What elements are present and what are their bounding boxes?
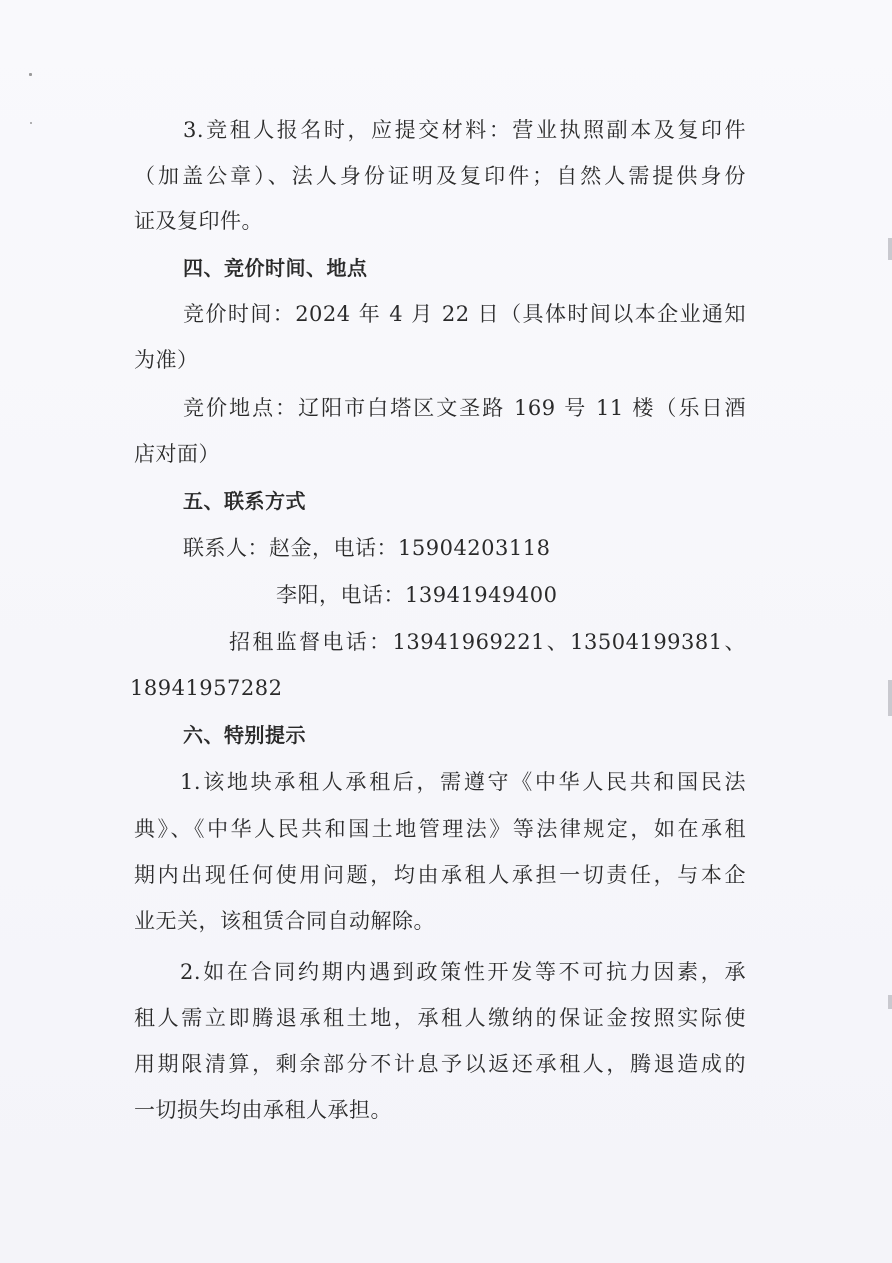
section4-heading: 四、竞价时间、地点	[183, 256, 368, 280]
bidding-place-line2: 店对面）	[134, 442, 220, 466]
bidding-time-line2: 为准）	[134, 348, 199, 372]
bidding-place-line1: 竞价地点：辽阳市白塔区文圣路 169 号 11 楼（乐日酒	[183, 396, 746, 420]
scan-edge-mark	[888, 995, 892, 1009]
notice-item1-line3: 期内出现任何使用问题，均由承租人承担一切责任，与本企	[134, 863, 746, 887]
contact-line-1: 联系人：赵金，电话：15904203118	[183, 536, 551, 560]
bidding-time-line1: 竞价时间：2024 年 4 月 22 日（具体时间以本企业通知	[183, 302, 746, 326]
notice-item2-line1: 2.如在合同约期内遇到政策性开发等不可抗力因素，承	[180, 960, 746, 984]
section5-heading: 五、联系方式	[183, 489, 306, 513]
scan-speck	[29, 73, 32, 76]
scan-edge-mark	[888, 680, 892, 716]
item3-line3: 证及复印件。	[134, 209, 263, 233]
notice-item2-line3: 用期限清算，剩余部分不计息予以返还承租人，腾退造成的	[134, 1052, 746, 1076]
section6-heading: 六、特别提示	[183, 723, 306, 747]
scan-speck	[30, 122, 32, 124]
supervision-phone-line1: 招租监督电话：13941969221、13504199381、	[229, 630, 746, 654]
notice-item1-line4: 业无关，该租赁合同自动解除。	[134, 909, 435, 933]
item3-line1: 3.竞租人报名时，应提交材料：营业执照副本及复印件	[183, 118, 746, 142]
scan-edge-mark	[888, 238, 892, 260]
notice-item1-line2: 典》、《中华人民共和国土地管理法》等法律规定，如在承租	[134, 817, 746, 841]
contact-line-2: 李阳，电话：13941949400	[276, 583, 558, 607]
supervision-phone-line2: 18941957282	[130, 676, 283, 700]
notice-item2-line4: 一切损失均由承租人承担。	[134, 1098, 392, 1122]
notice-item2-line2: 租人需立即腾退承租土地，承租人缴纳的保证金按照实际使	[134, 1006, 746, 1030]
item3-line2: （加盖公章）、法人身份证明及复印件；自然人需提供身份	[134, 164, 746, 188]
notice-item1-line1: 1.该地块承租人承租后，需遵守《中华人民共和国民法	[180, 770, 746, 794]
